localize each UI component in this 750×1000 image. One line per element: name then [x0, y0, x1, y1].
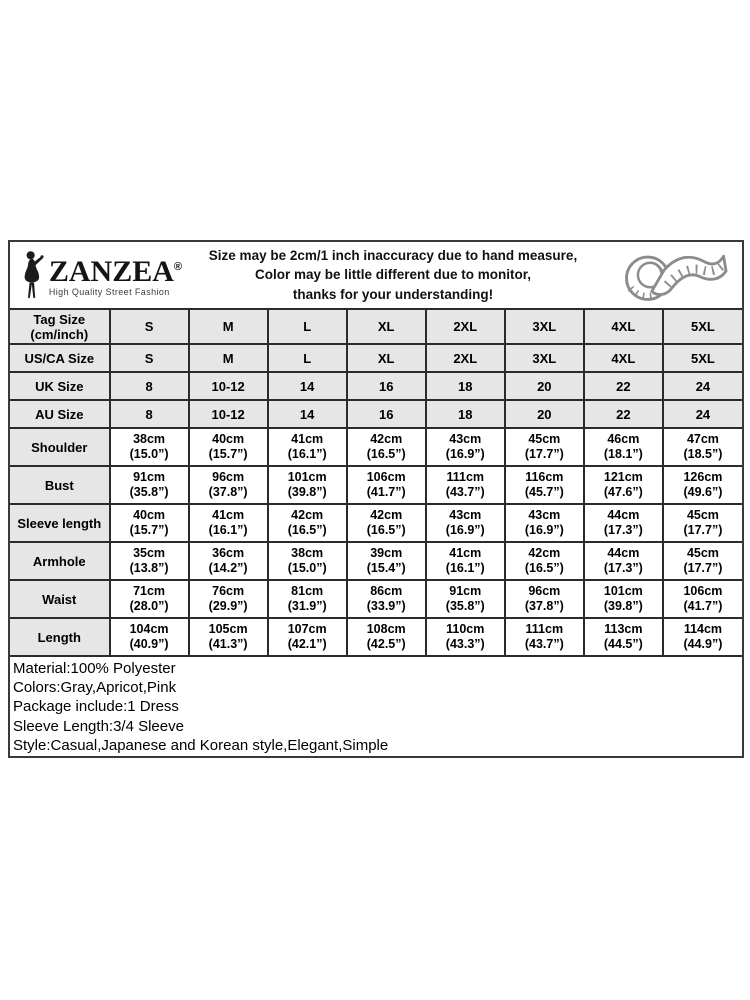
inch-value: (40.9”): [129, 637, 169, 651]
measure-cell: [663, 580, 742, 618]
size-cell: 8: [110, 400, 189, 428]
size-cell: 16: [347, 372, 426, 400]
size-cell: 3XL: [505, 309, 584, 344]
measure-cell: [268, 466, 347, 504]
size-cell: 2XL: [426, 309, 505, 344]
size-cell: 20: [505, 400, 584, 428]
cm-value: 113cm: [604, 621, 643, 636]
inch-value: (16.1”): [445, 561, 485, 575]
row-label: Bust: [10, 466, 110, 504]
inch-value: (17.7”): [683, 561, 723, 575]
measure-cell: [110, 466, 189, 504]
size-cell: 2XL: [426, 344, 505, 372]
disclaimer-text: [182, 246, 604, 305]
measure-cell: [189, 504, 268, 542]
row-label-line: Tag Size: [33, 311, 86, 327]
cm-value: 71cm: [133, 583, 166, 598]
size-cell: L: [268, 344, 347, 372]
measuring-tape-wrap: [604, 244, 742, 306]
disclaimer-line: thanks for your understanding!: [292, 286, 494, 302]
size-cell: 14: [268, 372, 347, 400]
inch-value: (17.3”): [603, 523, 643, 537]
cm-value: 43cm: [449, 507, 482, 522]
measure-cell: [110, 618, 189, 656]
measuring-tape-icon: [615, 244, 731, 306]
row-label: [10, 309, 110, 344]
size-cell: 5XL: [663, 344, 742, 372]
measure-row: [10, 618, 742, 656]
woman-silhouette-icon: [20, 244, 46, 306]
size-cell: 24: [663, 400, 742, 428]
cm-value: 47cm: [686, 431, 719, 446]
measure-cell: [426, 542, 505, 580]
inch-value: (28.0”): [129, 599, 169, 613]
cm-value: 42cm: [370, 431, 403, 446]
inch-value: (41.3”): [208, 637, 248, 651]
measure-cell: [426, 580, 505, 618]
cm-value: 44cm: [607, 507, 640, 522]
size-cell: XL: [347, 344, 426, 372]
measure-cell: [268, 542, 347, 580]
row-label: [10, 344, 110, 372]
size-cell: S: [110, 309, 189, 344]
measure-cell: [584, 542, 663, 580]
inch-value: (35.8”): [445, 599, 485, 613]
measure-cell: [584, 428, 663, 466]
size-cell: 14: [268, 400, 347, 428]
size-cell: 16: [347, 400, 426, 428]
cm-value: 111cm: [525, 621, 564, 636]
inch-value: (17.3”): [603, 561, 643, 575]
size-cell: S: [110, 344, 189, 372]
cm-value: 96cm: [528, 583, 561, 598]
measure-cell: [347, 542, 426, 580]
measure-cell: [268, 504, 347, 542]
size-cell: 20: [505, 372, 584, 400]
inch-value: (13.8”): [129, 561, 169, 575]
inch-value: (39.8”): [603, 599, 643, 613]
cm-value: 38cm: [291, 545, 324, 560]
measure-cell: [505, 466, 584, 504]
inch-value: (43.3”): [445, 637, 485, 651]
cm-value: 107cm: [287, 621, 327, 636]
inch-value: (16.1”): [208, 523, 248, 537]
size-row: [10, 309, 742, 344]
inch-value: (17.7”): [524, 447, 564, 461]
cm-value: 41cm: [449, 545, 482, 560]
cm-value: 45cm: [528, 431, 561, 446]
cm-value: 36cm: [212, 545, 245, 560]
cm-value: 110cm: [446, 621, 485, 636]
size-row: [10, 400, 742, 428]
cm-value: 39cm: [370, 545, 403, 560]
cm-value: 81cm: [291, 583, 324, 598]
row-label: Waist: [10, 580, 110, 618]
measure-cell: [268, 428, 347, 466]
cm-value: 41cm: [291, 431, 324, 446]
inch-value: (16.1”): [287, 447, 327, 461]
row-label-line: AU Size: [35, 406, 84, 422]
inch-value: (31.9”): [287, 599, 327, 613]
size-cell: 4XL: [584, 309, 663, 344]
measure-row: [10, 580, 742, 618]
inch-value: (16.5”): [524, 561, 564, 575]
inch-value: (15.0”): [287, 561, 327, 575]
inch-value: (42.1”): [287, 637, 327, 651]
inch-value: (15.4”): [366, 561, 406, 575]
size-table: [10, 308, 742, 657]
measure-cell: [584, 580, 663, 618]
disclaimer-line: Color may be little different due to monitor,: [254, 267, 532, 283]
cm-value: 41cm: [212, 507, 245, 522]
measure-cell: [584, 618, 663, 656]
cm-value: 106cm: [366, 469, 406, 484]
cm-value: 111cm: [446, 469, 485, 484]
row-label: [10, 400, 110, 428]
measure-cell: [347, 618, 426, 656]
inch-value: (15.0”): [129, 447, 169, 461]
cm-value: 86cm: [370, 583, 403, 598]
row-label: Armhole: [10, 542, 110, 580]
size-row: [10, 344, 742, 372]
measure-cell: [347, 466, 426, 504]
cm-value: 108cm: [366, 621, 406, 636]
size-cell: 22: [584, 400, 663, 428]
inch-value: (16.5”): [366, 523, 406, 537]
measure-cell: [268, 618, 347, 656]
size-row: [10, 372, 742, 400]
cm-value: 116cm: [525, 469, 564, 484]
registered-mark: ®: [173, 261, 182, 273]
measure-cell: [189, 580, 268, 618]
measure-cell: [347, 504, 426, 542]
size-cell: 22: [584, 372, 663, 400]
cm-value: 114cm: [683, 621, 723, 636]
inch-value: (43.7”): [445, 485, 485, 499]
measure-cell: [584, 466, 663, 504]
measure-cell: [663, 428, 742, 466]
inch-value: (35.8”): [129, 485, 169, 499]
measure-row: [10, 542, 742, 580]
inch-value: (37.8”): [208, 485, 248, 499]
size-cell: M: [189, 344, 268, 372]
inch-value: (16.5”): [366, 447, 406, 461]
inch-value: (39.8”): [287, 485, 327, 499]
row-label: Length: [10, 618, 110, 656]
inch-value: (47.6”): [603, 485, 643, 499]
brand-logo: [10, 244, 182, 306]
cm-value: 96cm: [212, 469, 245, 484]
measure-cell: [189, 428, 268, 466]
cm-value: 104cm: [129, 621, 169, 636]
measure-cell: [347, 428, 426, 466]
cm-value: 45cm: [686, 545, 719, 560]
measure-cell: [584, 504, 663, 542]
inch-value: (37.8”): [524, 599, 564, 613]
measure-cell: [110, 428, 189, 466]
measure-cell: [189, 542, 268, 580]
measure-cell: [110, 504, 189, 542]
brand-text: [49, 253, 182, 297]
cm-value: 121cm: [603, 469, 643, 484]
measure-cell: [663, 542, 742, 580]
measure-cell: [426, 466, 505, 504]
row-label-line: (cm/inch): [30, 326, 89, 342]
inch-value: (33.9”): [366, 599, 406, 613]
measure-cell: [663, 466, 742, 504]
cm-value: 42cm: [528, 545, 561, 560]
product-details: [10, 657, 742, 756]
size-chart-panel: [8, 240, 744, 758]
measure-cell: [110, 580, 189, 618]
cm-value: 46cm: [607, 431, 640, 446]
cm-value: 44cm: [607, 545, 640, 560]
size-cell: 10-12: [189, 372, 268, 400]
measure-cell: [110, 542, 189, 580]
inch-value: (42.5”): [366, 637, 406, 651]
cm-value: 106cm: [683, 583, 723, 598]
size-cell: 5XL: [663, 309, 742, 344]
size-cell: 18: [426, 372, 505, 400]
detail-line: Colors:Gray,Apricot,Pink: [13, 679, 177, 697]
cm-value: 38cm: [133, 431, 166, 446]
inch-value: (17.7”): [683, 523, 723, 537]
cm-value: 43cm: [449, 431, 482, 446]
row-label: [10, 372, 110, 400]
measure-cell: [505, 618, 584, 656]
measure-cell: [505, 580, 584, 618]
cm-value: 40cm: [212, 431, 245, 446]
inch-value: (29.9”): [208, 599, 248, 613]
size-cell: M: [189, 309, 268, 344]
inch-value: (43.7”): [524, 637, 564, 651]
inch-value: (16.5”): [287, 523, 327, 537]
cm-value: 91cm: [449, 583, 482, 598]
row-label: Sleeve length: [10, 504, 110, 542]
cm-value: 101cm: [287, 469, 327, 484]
inch-value: (18.1”): [603, 447, 643, 461]
size-cell: 4XL: [584, 344, 663, 372]
inch-value: (41.7”): [366, 485, 406, 499]
cm-value: 42cm: [291, 507, 324, 522]
measure-row: [10, 428, 742, 466]
disclaimer-line: Size may be 2cm/1 inch inaccuracy due to hand measure,: [208, 247, 578, 263]
row-label-line: UK Size: [35, 378, 84, 394]
size-cell: 18: [426, 400, 505, 428]
inch-value: (16.9”): [524, 523, 564, 537]
detail-line: Sleeve Length:3/4 Sleeve: [13, 717, 184, 735]
inch-value: (44.5”): [603, 637, 643, 651]
measure-cell: [505, 504, 584, 542]
cm-value: 91cm: [133, 469, 166, 484]
cm-value: 43cm: [528, 507, 561, 522]
inch-value: (15.7”): [129, 523, 169, 537]
cm-value: 101cm: [603, 583, 643, 598]
measure-cell: [505, 542, 584, 580]
brand-name: ZANZEA®: [48, 255, 182, 288]
size-cell: 24: [663, 372, 742, 400]
measure-cell: [505, 428, 584, 466]
cm-value: 45cm: [686, 507, 719, 522]
row-label: Shoulder: [10, 428, 110, 466]
brand-tagline: High Quality Street Fashion: [48, 287, 170, 297]
size-cell: 10-12: [189, 400, 268, 428]
inch-value: (49.6”): [683, 485, 723, 499]
measure-cell: [347, 580, 426, 618]
inch-value: (15.7”): [208, 447, 248, 461]
measure-cell: [426, 618, 505, 656]
inch-value: (45.7”): [524, 485, 564, 499]
cm-value: 126cm: [683, 469, 723, 484]
measure-cell: [663, 504, 742, 542]
inch-value: (44.9”): [683, 637, 723, 651]
chart-header: [10, 242, 742, 308]
cm-value: 35cm: [133, 545, 166, 560]
measure-row: [10, 466, 742, 504]
measure-cell: [268, 580, 347, 618]
inch-value: (16.9”): [445, 523, 485, 537]
measure-row: [10, 504, 742, 542]
measure-cell: [663, 618, 742, 656]
detail-line: Material:100% Polyester: [13, 660, 176, 677]
inch-value: (14.2”): [208, 561, 248, 575]
size-cell: L: [268, 309, 347, 344]
size-cell: XL: [347, 309, 426, 344]
measure-cell: [426, 504, 505, 542]
size-cell: 3XL: [505, 344, 584, 372]
measure-cell: [189, 466, 268, 504]
measure-cell: [189, 618, 268, 656]
size-cell: 8: [110, 372, 189, 400]
row-label-line: US/CA Size: [24, 350, 95, 366]
detail-line: Package include:1 Dress: [13, 698, 179, 716]
cm-value: 76cm: [212, 583, 245, 598]
cm-value: 42cm: [370, 507, 403, 522]
cm-value: 40cm: [133, 507, 166, 522]
inch-value: (41.7”): [683, 599, 723, 613]
inch-value: (18.5”): [683, 447, 723, 461]
measure-cell: [426, 428, 505, 466]
cm-value: 105cm: [208, 621, 248, 636]
inch-value: (16.9”): [445, 447, 485, 461]
detail-line: Style:Casual,Japanese and Korean style,Elegant,Simple: [13, 736, 389, 754]
